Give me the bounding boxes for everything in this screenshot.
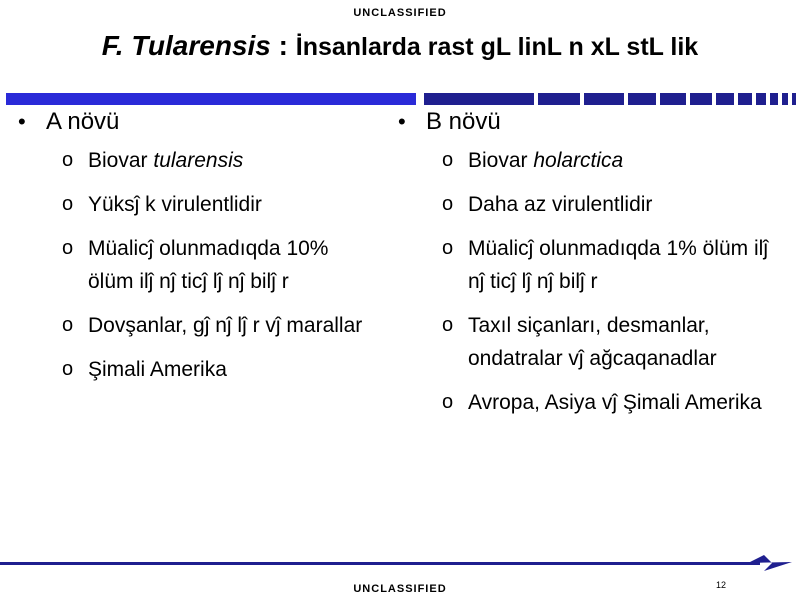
left-list [18,144,378,386]
item-text: Müalicĵ olunmadıqda 10% ölüm ilĵ nĵ ticĵ lĵ nĵ bilĵ r [88,237,329,293]
list-item [398,144,778,177]
sub-bullet-icon: o [62,193,74,215]
classification-banner-bottom: UNCLASSIFIED [353,583,447,595]
title-rest: İnsanlarda rast gL linL n xL stL lik [295,33,699,61]
item-text: Şimali Amerika [88,358,227,381]
list-item [18,144,378,177]
bar-segment [424,93,534,105]
sub-bullet-icon: o [62,358,74,380]
list-item-text [88,309,378,342]
list-item-text [88,188,378,221]
item-text: Yüksĵ k virulentlidir [88,193,262,216]
right-heading [398,108,778,144]
list-item [18,309,378,342]
item-emphasis: tularensis [153,149,244,172]
bar-segment [792,93,796,105]
bar-segment [782,93,788,105]
right-list [398,144,778,419]
list-item-text [468,188,778,221]
list-item-text [468,144,778,177]
bar-segment [770,93,778,105]
item-text: Daha az virulentlidir [468,193,653,216]
right-column [398,108,778,430]
sub-bullet-icon: o [442,237,454,259]
footer-line [0,562,760,565]
list-item-text [88,144,378,177]
list-item-text [468,232,778,298]
sub-bullet-icon: o [62,314,74,336]
classification-banner-top: UNCLASSIFIED [353,7,447,19]
bar-segments [424,93,796,105]
list-item-text [88,232,378,298]
sub-bullet-icon: o [442,193,454,215]
title-separator: : [270,30,296,61]
left-column [18,108,378,397]
list-item [398,386,778,419]
right-heading-text: B növü [426,108,501,135]
left-heading-text: A növü [46,108,120,135]
arrow-icon [748,554,792,572]
bar-segment [660,93,686,105]
item-text: Biovar [468,149,534,172]
item-text: Dovşanlar, gĵ nĵ lĵ r vĵ marallar [88,314,363,337]
bar-main [6,93,416,105]
bullet-dot: • [398,109,406,134]
item-text: Avropa, Asiya vĵ Şimali Amerika [468,391,762,414]
left-heading [18,108,378,144]
item-emphasis: holarctica [533,149,624,172]
title-underline-bar [6,93,796,105]
list-item [18,188,378,221]
bar-segment [690,93,712,105]
list-item [18,232,378,298]
slide-title [0,30,800,62]
bar-segment [584,93,624,105]
sub-bullet-icon: o [442,314,454,336]
list-item [398,309,778,375]
item-text: Biovar [88,149,154,172]
bar-segment [628,93,656,105]
sub-bullet-icon: o [62,237,74,259]
list-item-text [468,309,778,375]
bar-segment [716,93,734,105]
item-text: Taxıl siçanları, desmanlar, ondatralar vĵ ağcaqanadlar [468,314,717,370]
title-italic: F. Tularensis [101,30,271,61]
list-item [18,353,378,386]
sub-bullet-icon: o [442,149,454,171]
list-item [398,232,778,298]
item-text: Müalicĵ olunmadıqda 1% ölüm ilĵ nĵ ticĵ lĵ nĵ bilĵ r [468,237,768,293]
bar-segment [738,93,752,105]
page-number: 12 [716,580,727,590]
bar-segment [538,93,580,105]
sub-bullet-icon: o [62,149,74,171]
sub-bullet-icon: o [442,391,454,413]
bullet-dot: • [18,109,26,134]
list-item-text [468,386,778,419]
list-item [398,188,778,221]
bar-segment [756,93,766,105]
list-item-text [88,353,378,386]
